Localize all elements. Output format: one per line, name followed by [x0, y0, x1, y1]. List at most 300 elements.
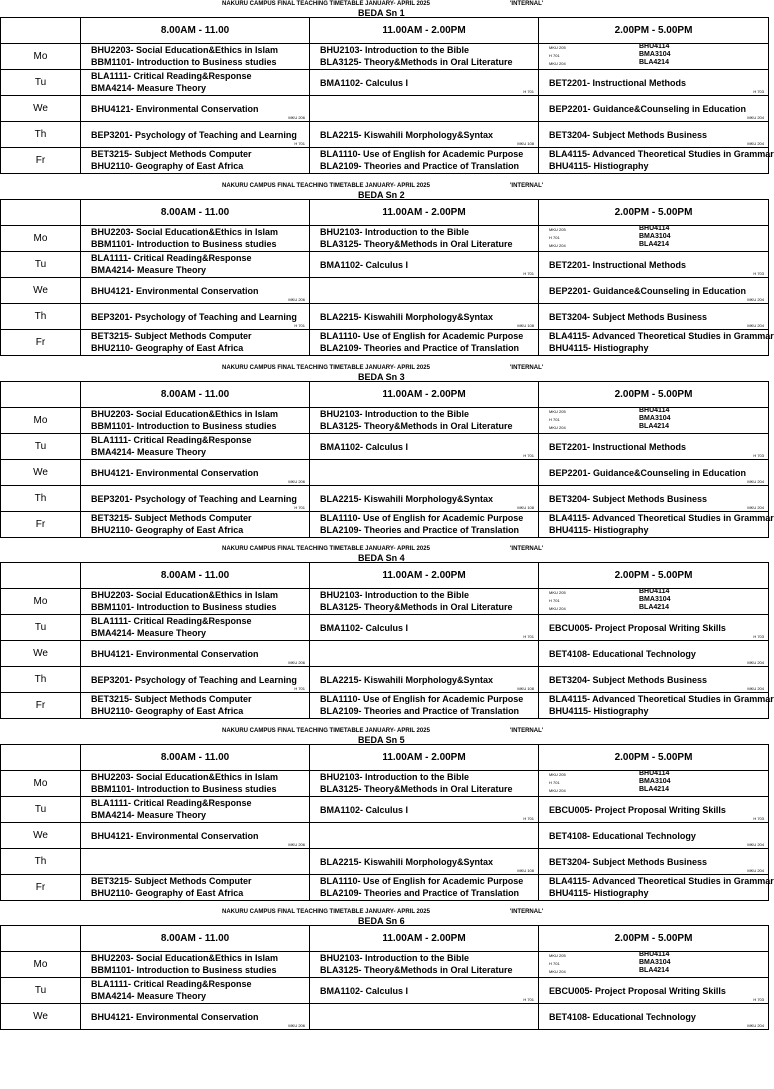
day-label: Fr — [1, 875, 81, 901]
day-row-thursday — [1, 304, 769, 330]
room-label: MKU 108 — [517, 505, 534, 510]
timetable-block — [0, 182, 774, 363]
day-label: We — [1, 278, 81, 304]
course-entry: BEP2201- Guidance&Counseling in Education — [549, 467, 747, 478]
room-label: MKU 205 — [549, 590, 566, 595]
timetable-block — [0, 908, 768, 1089]
slot-cell — [81, 304, 310, 330]
day-row-monday — [1, 771, 769, 797]
slot-cell — [310, 148, 539, 174]
course-entry: BHU2203- Social Education&Ethics in Islam — [91, 772, 279, 782]
course-entry: BLA3125- Theory&Methods in Oral Literature — [320, 602, 513, 612]
course-entry: BHU2110- Geography of East Africa — [91, 343, 244, 353]
course-entry: EBCU005- Project Proposal Writing Skills — [549, 804, 726, 815]
room-label: H 701 — [549, 961, 560, 966]
day-row-monday — [1, 44, 769, 70]
day-column-header — [1, 200, 81, 226]
time-slot-header: 8.00AM - 11.00 — [81, 926, 310, 952]
course-entry: BLA4115- Advanced Theoretical Studies in Grammar — [549, 876, 774, 886]
course-code: BHU4114 — [639, 43, 670, 50]
course-entry: BLA3125- Theory&Methods in Oral Literature — [320, 784, 513, 794]
course-code: BLA4214 — [639, 604, 669, 611]
time-slot-header: 11.00AM - 2.00PM — [310, 926, 539, 952]
slot-cell — [539, 122, 769, 148]
course-entry: BEP3201- Psychology of Teaching and Learning — [91, 129, 297, 140]
course-entry: BET3215- Subject Methods Computer — [91, 694, 252, 704]
course-entry: BLA2109- Theories and Practice of Translation — [320, 343, 520, 353]
room-label: H 701 — [549, 417, 560, 422]
slot-cell — [310, 667, 539, 693]
timetable-grid — [0, 744, 774, 901]
day-row-tuesday — [1, 252, 769, 278]
room-label: MKU 206 — [288, 115, 305, 120]
slot-cell — [310, 96, 539, 122]
course-code: BMA3104 — [639, 51, 671, 58]
course-entry: BEP3201- Psychology of Teaching and Learning — [91, 311, 297, 322]
slot-cell — [310, 952, 539, 978]
room-label: MKU 204 — [747, 323, 764, 328]
session-name: BEDA Sn 1 — [358, 8, 405, 18]
course-entry: BHU4115- Histiography — [549, 525, 649, 535]
course-entry: BLA2109- Theories and Practice of Translation — [320, 706, 520, 716]
day-row-tuesday — [1, 434, 769, 460]
day-column-header — [1, 926, 81, 952]
room-label: MKU 108 — [517, 686, 534, 691]
session-name: BEDA Sn 6 — [358, 916, 405, 926]
slot-cell — [310, 226, 539, 252]
slot-cell — [539, 693, 774, 719]
course-entry: BLA1110- Use of English for Academic Purpose — [320, 331, 524, 341]
internal-label: 'INTERNAL' — [510, 1, 544, 7]
slot-cell — [310, 615, 539, 641]
slot-cell — [539, 408, 769, 434]
room-label: H 701 — [549, 780, 560, 785]
course-entry: BHU2203- Social Education&Ethics in Islam — [91, 953, 279, 963]
day-label: Th — [1, 122, 81, 148]
course-code: BHU4114 — [639, 588, 670, 595]
room-label: H 701 — [523, 271, 534, 276]
internal-label: 'INTERNAL' — [510, 183, 544, 189]
course-entry: BMA4214- Measure Theory — [91, 83, 207, 93]
day-label: Tu — [1, 434, 81, 460]
course-code: BMA3104 — [639, 596, 671, 603]
slot-cell — [539, 96, 769, 122]
slot-cell — [310, 252, 539, 278]
room-label: MKU 204 — [747, 115, 764, 120]
course-code: BMA3104 — [639, 778, 671, 785]
slot-cell — [539, 1004, 769, 1030]
slot-cell — [539, 70, 769, 96]
timetable-grid — [0, 381, 774, 538]
slot-cell — [539, 512, 774, 538]
course-entry: BMA4214- Measure Theory — [91, 991, 207, 1001]
course-entry: BMA1102- Calculus I — [320, 259, 409, 270]
room-label: H 701 — [523, 997, 534, 1002]
slot-cell — [539, 434, 769, 460]
course-entry: BHU2103- Introduction to the Bible — [320, 953, 470, 963]
room-label: MKU 204 — [549, 425, 566, 430]
course-code: BLA4214 — [639, 423, 669, 430]
course-entry: BHU2203- Social Education&Ethics in Islam — [91, 227, 279, 237]
timetable-title: NAKURU CAMPUS FINAL TEACHING TIMETABLE JANUARY- APRIL 2025 — [222, 728, 430, 734]
room-label: MKU 206 — [288, 479, 305, 484]
slot-cell — [310, 278, 539, 304]
course-entry: BET3215- Subject Methods Computer — [91, 149, 252, 159]
slot-cell — [81, 434, 310, 460]
course-entry: BMA4214- Measure Theory — [91, 265, 207, 275]
room-label: MKU 204 — [747, 1023, 764, 1028]
slot-cell — [81, 512, 310, 538]
timetable-block — [0, 0, 774, 181]
slot-cell — [81, 797, 310, 823]
time-slot-header: 11.00AM - 2.00PM — [310, 18, 539, 44]
parallel-course-row — [539, 605, 768, 613]
course-code: BLA4214 — [639, 786, 669, 793]
course-entry: BHU2103- Introduction to the Bible — [320, 45, 470, 55]
slot-cell — [539, 304, 769, 330]
day-label: Mo — [1, 226, 81, 252]
room-label: MKU 205 — [549, 409, 566, 414]
course-code: BMA3104 — [639, 233, 671, 240]
day-row-thursday — [1, 122, 769, 148]
day-row-tuesday — [1, 615, 769, 641]
slot-cell — [310, 693, 539, 719]
room-label: MKU 204 — [549, 61, 566, 66]
course-entry: BET3215- Subject Methods Computer — [91, 331, 252, 341]
slot-cell — [539, 667, 769, 693]
slot-cell — [310, 849, 539, 875]
day-label: We — [1, 96, 81, 122]
internal-label: 'INTERNAL' — [510, 546, 544, 552]
column-header-row — [1, 200, 769, 226]
course-entry: BLA1110- Use of English for Academic Purpose — [320, 149, 524, 159]
day-label: Mo — [1, 408, 81, 434]
course-entry: BMA1102- Calculus I — [320, 622, 409, 633]
course-entry: BHU4115- Histiography — [549, 161, 649, 171]
room-label: MKU 108 — [517, 141, 534, 146]
course-code: BHU4114 — [639, 407, 670, 414]
time-slot-header: 2.00PM - 5.00PM — [539, 745, 769, 771]
slot-cell — [310, 512, 539, 538]
course-entry: BLA4115- Advanced Theoretical Studies in Grammar — [549, 149, 774, 159]
session-name: BEDA Sn 4 — [358, 553, 405, 563]
slot-cell — [81, 44, 310, 70]
slot-cell — [81, 1004, 310, 1030]
course-entry: BLA2109- Theories and Practice of Translation — [320, 161, 520, 171]
course-entry: BHU2110- Geography of East Africa — [91, 888, 244, 898]
course-entry: BET2201- Instructional Methods — [549, 259, 687, 270]
day-row-tuesday — [1, 978, 769, 1004]
course-entry: BET3204- Subject Methods Business — [549, 674, 708, 685]
slot-cell — [310, 797, 539, 823]
room-label: H 701 — [523, 453, 534, 458]
slot-cell — [310, 434, 539, 460]
slot-cell — [310, 330, 539, 356]
course-entry: BHU2110- Geography of East Africa — [91, 161, 244, 171]
course-entry: BMA1102- Calculus I — [320, 77, 409, 88]
day-row-wednesday — [1, 96, 769, 122]
course-entry: BHU4121- Environmental Conservation — [91, 103, 259, 114]
time-slot-header: 2.00PM - 5.00PM — [539, 926, 769, 952]
timetable-grid — [0, 199, 774, 356]
day-row-thursday — [1, 849, 769, 875]
course-entry: BBM1101- Introduction to Business studies — [91, 421, 277, 431]
course-entry: BHU4115- Histiography — [549, 343, 649, 353]
course-entry: BET3215- Subject Methods Computer — [91, 876, 252, 886]
slot-cell — [310, 978, 539, 1004]
column-header-row — [1, 926, 769, 952]
course-entry: BHU4115- Histiography — [549, 706, 649, 716]
course-entry: BLA1111- Critical Reading&Response — [91, 71, 252, 81]
slot-cell — [539, 641, 769, 667]
course-entry: BLA3125- Theory&Methods in Oral Literature — [320, 239, 513, 249]
course-entry: BMA4214- Measure Theory — [91, 447, 207, 457]
day-label: Fr — [1, 330, 81, 356]
slot-cell — [539, 615, 769, 641]
slot-cell — [539, 849, 769, 875]
column-header-row — [1, 18, 769, 44]
room-label: MKU 206 — [288, 1023, 305, 1028]
session-name: BEDA Sn 3 — [358, 372, 405, 382]
course-entry: BLA2215- Kiswahili Morphology&Syntax — [320, 674, 494, 685]
day-row-thursday — [1, 486, 769, 512]
day-row-wednesday — [1, 278, 769, 304]
day-row-wednesday — [1, 1004, 769, 1030]
internal-label: 'INTERNAL' — [510, 909, 544, 915]
slot-cell — [539, 460, 769, 486]
slot-cell — [539, 278, 769, 304]
room-label: MKU 204 — [549, 969, 566, 974]
time-slot-header: 2.00PM - 5.00PM — [539, 200, 769, 226]
room-label: MKU 204 — [549, 788, 566, 793]
slot-cell — [539, 952, 769, 978]
course-code: BMA3104 — [639, 959, 671, 966]
day-label: Th — [1, 667, 81, 693]
time-slot-header: 11.00AM - 2.00PM — [310, 745, 539, 771]
room-label: H 701 — [294, 686, 305, 691]
column-header-row — [1, 382, 769, 408]
course-entry: BEP2201- Guidance&Counseling in Education — [549, 285, 747, 296]
room-label: H 703 — [753, 453, 764, 458]
day-row-wednesday — [1, 823, 769, 849]
day-row-wednesday — [1, 641, 769, 667]
time-slot-header: 8.00AM - 11.00 — [81, 200, 310, 226]
course-entry: BET4108- Educational Technology — [549, 1011, 696, 1022]
room-label: H 701 — [523, 634, 534, 639]
day-label: Fr — [1, 693, 81, 719]
room-label: MKU 206 — [288, 297, 305, 302]
day-label: Fr — [1, 512, 81, 538]
course-code: BHU4114 — [639, 770, 670, 777]
course-entry: BEP3201- Psychology of Teaching and Learning — [91, 493, 297, 504]
slot-cell — [81, 330, 310, 356]
parallel-course-row — [539, 60, 768, 68]
course-entry: BLA3125- Theory&Methods in Oral Literature — [320, 421, 513, 431]
slot-cell — [81, 70, 310, 96]
room-label: MKU 206 — [288, 660, 305, 665]
day-label: Th — [1, 486, 81, 512]
slot-cell — [81, 693, 310, 719]
day-label: Tu — [1, 615, 81, 641]
timetable-block — [0, 545, 774, 726]
time-slot-header: 11.00AM - 2.00PM — [310, 200, 539, 226]
room-label: MKU 205 — [549, 772, 566, 777]
internal-label: 'INTERNAL' — [510, 728, 544, 734]
course-entry: BHU4121- Environmental Conservation — [91, 285, 259, 296]
course-entry: BHU2203- Social Education&Ethics in Islam — [91, 45, 279, 55]
course-code: BHU4114 — [639, 225, 670, 232]
day-label: Tu — [1, 70, 81, 96]
timetable-title: NAKURU CAMPUS FINAL TEACHING TIMETABLE JANUARY- APRIL 2025 — [222, 1, 430, 7]
course-entry: BBM1101- Introduction to Business studies — [91, 784, 277, 794]
course-entry: BLA1111- Critical Reading&Response — [91, 798, 252, 808]
timetable-block — [0, 364, 774, 545]
parallel-course-row — [539, 787, 768, 795]
slot-cell — [310, 70, 539, 96]
slot-cell — [81, 278, 310, 304]
slot-cell — [310, 641, 539, 667]
day-row-tuesday — [1, 797, 769, 823]
room-label: MKU 204 — [747, 479, 764, 484]
course-entry: BBM1101- Introduction to Business studies — [91, 602, 277, 612]
slot-cell — [81, 978, 310, 1004]
slot-cell — [310, 1004, 539, 1030]
room-label: MKU 204 — [747, 842, 764, 847]
room-label: MKU 204 — [747, 141, 764, 146]
course-entry: BET3204- Subject Methods Business — [549, 856, 708, 867]
slot-cell — [81, 226, 310, 252]
day-label: Th — [1, 304, 81, 330]
room-label: MKU 206 — [288, 842, 305, 847]
room-label: MKU 204 — [747, 505, 764, 510]
room-label: H 701 — [549, 53, 560, 58]
parallel-course-row — [539, 968, 768, 976]
day-row-friday — [1, 330, 769, 356]
time-slot-header: 8.00AM - 11.00 — [81, 18, 310, 44]
timetable-title: NAKURU CAMPUS FINAL TEACHING TIMETABLE JANUARY- APRIL 2025 — [222, 909, 430, 915]
day-row-friday — [1, 693, 769, 719]
day-row-wednesday — [1, 460, 769, 486]
course-entry: BHU2103- Introduction to the Bible — [320, 409, 470, 419]
timetable-block — [0, 727, 774, 908]
course-entry: BBM1101- Introduction to Business studies — [91, 57, 277, 67]
course-entry: BLA2215- Kiswahili Morphology&Syntax — [320, 856, 494, 867]
course-entry: BLA3125- Theory&Methods in Oral Literature — [320, 965, 513, 975]
room-label: H 701 — [523, 89, 534, 94]
slot-cell — [81, 486, 310, 512]
day-label: Th — [1, 849, 81, 875]
session-name: BEDA Sn 2 — [358, 190, 405, 200]
room-label: MKU 204 — [747, 660, 764, 665]
course-entry: BLA4115- Advanced Theoretical Studies in Grammar — [549, 694, 774, 704]
course-code: BMA3104 — [639, 415, 671, 422]
course-entry: BHU4121- Environmental Conservation — [91, 1011, 259, 1022]
course-entry: BET3204- Subject Methods Business — [549, 493, 708, 504]
slot-cell — [310, 122, 539, 148]
timetable-title: NAKURU CAMPUS FINAL TEACHING TIMETABLE JANUARY- APRIL 2025 — [222, 365, 430, 371]
course-entry: BET3204- Subject Methods Business — [549, 311, 708, 322]
slot-cell — [310, 44, 539, 70]
course-entry: BET4108- Educational Technology — [549, 830, 696, 841]
slot-cell — [81, 148, 310, 174]
time-slot-header: 2.00PM - 5.00PM — [539, 382, 769, 408]
room-label: H 703 — [753, 997, 764, 1002]
course-entry: BET2201- Instructional Methods — [549, 441, 687, 452]
course-entry: BLA2109- Theories and Practice of Translation — [320, 888, 520, 898]
course-entry: BLA4115- Advanced Theoretical Studies in Grammar — [549, 331, 774, 341]
room-label: MKU 205 — [549, 45, 566, 50]
day-label: Tu — [1, 252, 81, 278]
slot-cell — [310, 771, 539, 797]
course-entry: BEP3201- Psychology of Teaching and Learning — [91, 674, 297, 685]
course-entry: BLA1111- Critical Reading&Response — [91, 979, 252, 989]
internal-label: 'INTERNAL' — [510, 365, 544, 371]
course-code: BLA4214 — [639, 241, 669, 248]
timetable-title: NAKURU CAMPUS FINAL TEACHING TIMETABLE JANUARY- APRIL 2025 — [222, 183, 430, 189]
day-label: Mo — [1, 589, 81, 615]
course-entry: BHU4121- Environmental Conservation — [91, 467, 259, 478]
day-label: Mo — [1, 44, 81, 70]
room-label: H 703 — [753, 271, 764, 276]
course-entry: BMA1102- Calculus I — [320, 985, 409, 996]
room-label: MKU 205 — [549, 227, 566, 232]
slot-cell — [310, 460, 539, 486]
column-header-row — [1, 563, 769, 589]
slot-cell — [310, 304, 539, 330]
time-slot-header: 2.00PM - 5.00PM — [539, 18, 769, 44]
day-label: We — [1, 823, 81, 849]
course-entry: BHU2103- Introduction to the Bible — [320, 590, 470, 600]
slot-cell — [310, 589, 539, 615]
timetable-title: NAKURU CAMPUS FINAL TEACHING TIMETABLE JANUARY- APRIL 2025 — [222, 546, 430, 552]
day-row-monday — [1, 226, 769, 252]
course-entry: EBCU005- Project Proposal Writing Skills — [549, 622, 726, 633]
course-entry: BHU4115- Histiography — [549, 888, 649, 898]
course-entry: BMA4214- Measure Theory — [91, 628, 207, 638]
course-entry: BET2201- Instructional Methods — [549, 77, 687, 88]
course-entry: BLA1110- Use of English for Academic Purpose — [320, 694, 524, 704]
slot-cell — [310, 823, 539, 849]
day-row-thursday — [1, 667, 769, 693]
course-code: BLA4214 — [639, 967, 669, 974]
timetable-grid — [0, 17, 774, 174]
room-label: MKU 108 — [517, 323, 534, 328]
course-entry: BET3215- Subject Methods Computer — [91, 513, 252, 523]
course-entry: BLA2215- Kiswahili Morphology&Syntax — [320, 493, 494, 504]
slot-cell — [539, 589, 769, 615]
time-slot-header: 8.00AM - 11.00 — [81, 382, 310, 408]
course-entry: BLA1111- Critical Reading&Response — [91, 616, 252, 626]
room-label: MKU 204 — [747, 686, 764, 691]
course-entry: BHU4121- Environmental Conservation — [91, 648, 259, 659]
slot-cell — [81, 771, 310, 797]
course-entry: BHU2103- Introduction to the Bible — [320, 772, 470, 782]
course-entry: BHU2110- Geography of East Africa — [91, 525, 244, 535]
course-entry: BET3204- Subject Methods Business — [549, 129, 708, 140]
course-entry: BHU2203- Social Education&Ethics in Islam — [91, 409, 279, 419]
day-row-tuesday — [1, 70, 769, 96]
course-entry: BMA1102- Calculus I — [320, 804, 409, 815]
room-label: MKU 204 — [747, 868, 764, 873]
day-label: We — [1, 460, 81, 486]
day-label: Fr — [1, 148, 81, 174]
slot-cell — [539, 330, 774, 356]
slot-cell — [81, 252, 310, 278]
room-label: H 701 — [294, 323, 305, 328]
slot-cell — [539, 823, 769, 849]
course-entry: BLA2215- Kiswahili Morphology&Syntax — [320, 311, 494, 322]
room-label: H 701 — [549, 598, 560, 603]
